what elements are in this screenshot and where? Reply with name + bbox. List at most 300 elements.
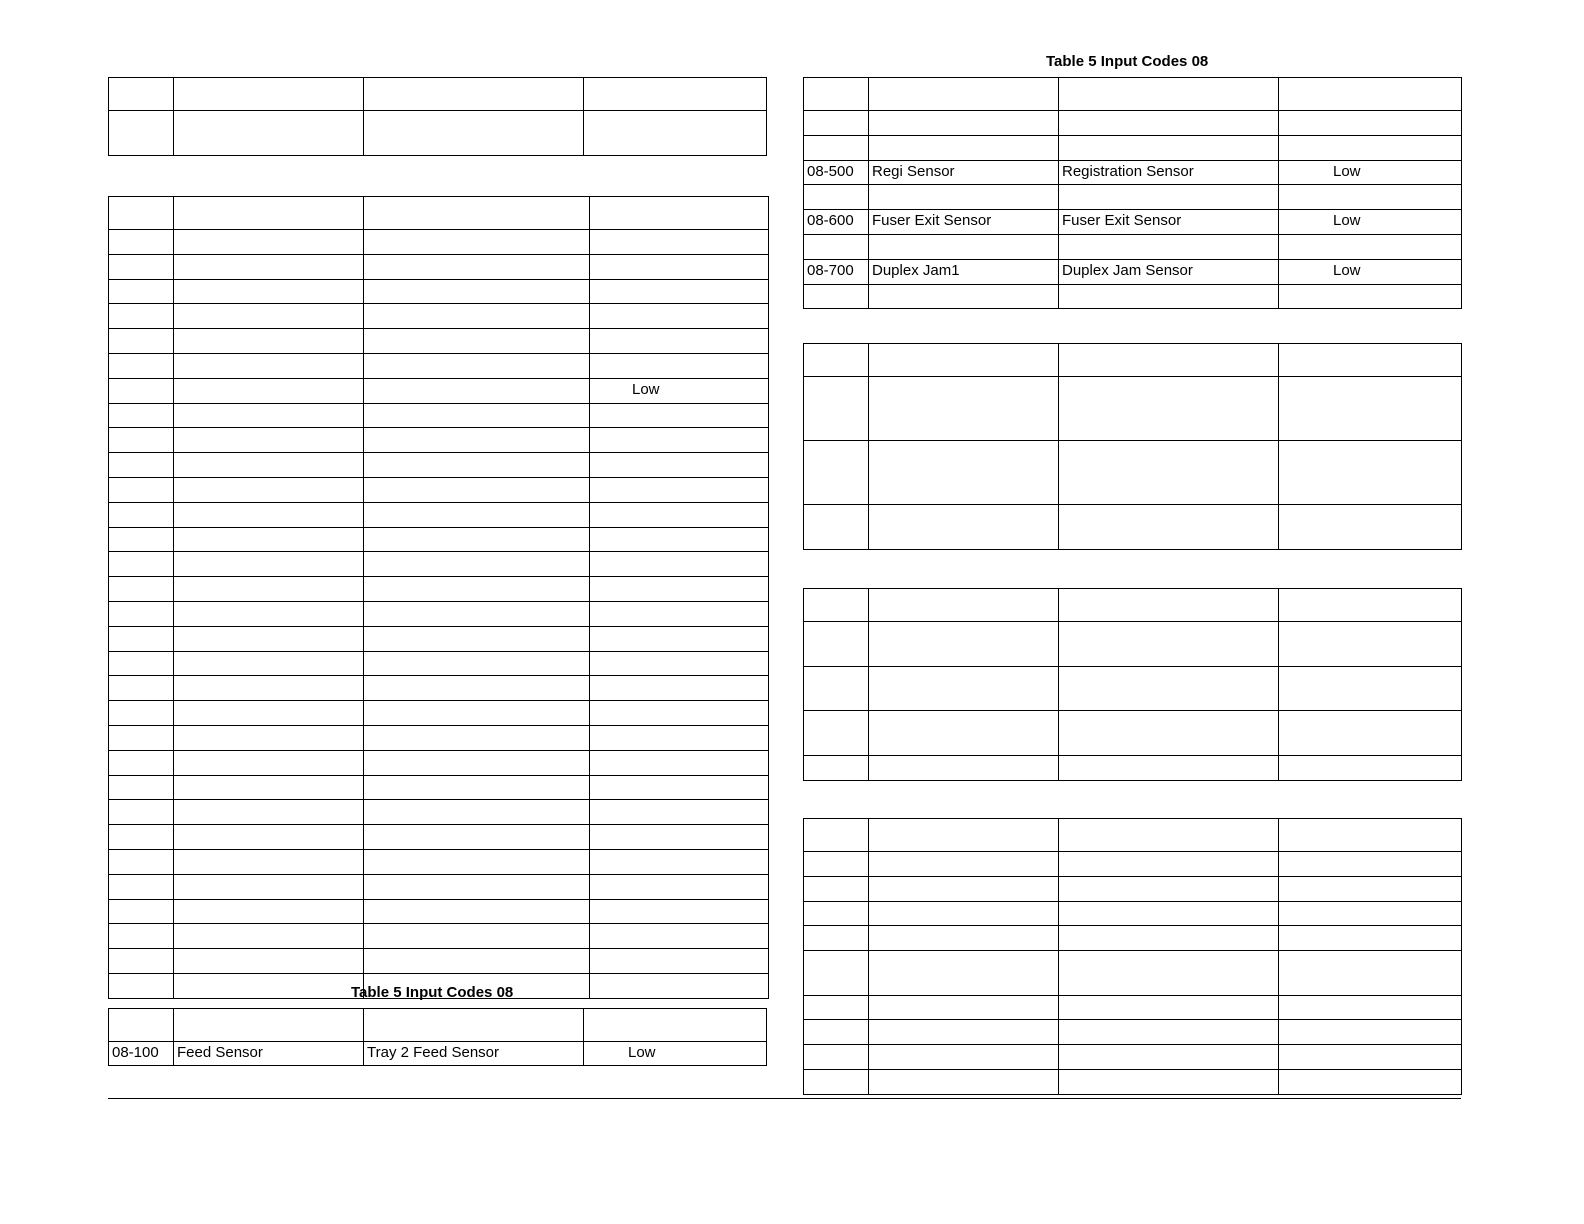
table-cell	[1059, 234, 1279, 259]
table-cell	[364, 651, 590, 676]
table-row	[804, 995, 1462, 1020]
table-cell	[364, 353, 590, 378]
table-cell	[590, 849, 769, 874]
table-cell	[1279, 1045, 1462, 1070]
table-cell	[869, 234, 1059, 259]
table-row	[804, 711, 1462, 756]
table-cell	[584, 111, 767, 156]
table-cell	[584, 1009, 767, 1042]
table-row	[109, 577, 769, 602]
table-cell	[804, 819, 869, 852]
table-cell	[364, 601, 590, 626]
table-cell	[804, 344, 869, 377]
table-cell	[174, 775, 364, 800]
table-row	[804, 1045, 1462, 1070]
table-cell	[109, 304, 174, 329]
table-cell	[109, 1009, 174, 1042]
table-cell	[804, 377, 869, 441]
table-cell	[804, 135, 869, 160]
table-cell	[174, 874, 364, 899]
table-row	[804, 852, 1462, 877]
table-cell	[1059, 344, 1279, 377]
table-cell	[804, 284, 869, 309]
table-cell	[590, 949, 769, 974]
table-row	[109, 403, 769, 428]
table-cell	[109, 973, 174, 998]
table-cell	[174, 899, 364, 924]
table-cell	[804, 441, 869, 505]
table-cell	[174, 601, 364, 626]
table-cell	[174, 230, 364, 255]
table-cell	[869, 111, 1059, 136]
table-cell	[109, 279, 174, 304]
table-cell	[1279, 711, 1462, 756]
table-cell	[109, 849, 174, 874]
table-cell	[590, 750, 769, 775]
table-row	[109, 78, 767, 111]
table-cell	[174, 403, 364, 428]
table-cell	[1059, 819, 1279, 852]
table-cell	[364, 428, 590, 453]
table-cell	[174, 378, 364, 403]
table-cell	[364, 329, 590, 354]
table-cell	[364, 849, 590, 874]
table-cell	[869, 135, 1059, 160]
table-cell	[364, 477, 590, 502]
table-cell	[109, 750, 174, 775]
table-row	[804, 259, 1462, 284]
table-cell	[364, 775, 590, 800]
table-right-top	[803, 77, 1462, 309]
table-cell	[590, 800, 769, 825]
table-row	[804, 589, 1462, 622]
table-cell	[804, 622, 869, 667]
table-cell	[109, 502, 174, 527]
table-row	[804, 78, 1462, 111]
table-cell	[869, 284, 1059, 309]
table-cell	[109, 601, 174, 626]
table-cell	[1279, 926, 1462, 951]
table-row	[804, 135, 1462, 160]
table-cell	[174, 477, 364, 502]
table-cell	[174, 924, 364, 949]
table-cell	[364, 949, 590, 974]
table-row	[109, 825, 769, 850]
table-row	[109, 1042, 767, 1066]
table-cell	[590, 230, 769, 255]
table-cell	[174, 329, 364, 354]
table-cell	[869, 995, 1059, 1020]
table-cell: Low	[1279, 259, 1462, 284]
table-cell	[109, 378, 174, 403]
table-cell	[1279, 111, 1462, 136]
table-cell	[364, 78, 584, 111]
table-row	[109, 502, 769, 527]
table-cell	[109, 874, 174, 899]
table-cell: 08-500	[804, 160, 869, 185]
table-cell: Feed Sensor	[174, 1042, 364, 1066]
table-cell: 08-700	[804, 259, 869, 284]
table-cell	[590, 254, 769, 279]
table-cell	[174, 527, 364, 552]
table-cell	[174, 428, 364, 453]
table-cell	[364, 527, 590, 552]
table-cell	[804, 185, 869, 210]
table-cell	[590, 552, 769, 577]
table-cell	[364, 403, 590, 428]
table-cell	[590, 353, 769, 378]
table-cell	[364, 676, 590, 701]
table-cell	[1279, 284, 1462, 309]
table-row	[109, 304, 769, 329]
table-cell	[364, 899, 590, 924]
table-row	[109, 601, 769, 626]
table-cell: Low	[1279, 160, 1462, 185]
table-row	[804, 160, 1462, 185]
table-cell	[174, 651, 364, 676]
table-cell	[869, 1020, 1059, 1045]
table-cell	[590, 775, 769, 800]
table-cell: Tray 2 Feed Sensor	[364, 1042, 584, 1066]
table-cell	[804, 589, 869, 622]
table-cell	[804, 1070, 869, 1095]
table-cell	[1059, 185, 1279, 210]
table-row	[804, 622, 1462, 667]
table-row	[804, 666, 1462, 711]
table-cell	[364, 230, 590, 255]
table-cell	[1059, 876, 1279, 901]
table-right-b	[803, 343, 1462, 550]
table-cell	[590, 973, 769, 998]
table-cell	[174, 552, 364, 577]
table-cell	[590, 577, 769, 602]
table-cell	[364, 924, 590, 949]
table-cell	[1279, 951, 1462, 996]
table-right-c	[803, 588, 1462, 781]
table-cell	[590, 279, 769, 304]
table-row	[804, 819, 1462, 852]
table-left-bottom	[108, 1008, 767, 1066]
table-cell: Regi Sensor	[869, 160, 1059, 185]
table-cell	[869, 926, 1059, 951]
table-cell	[869, 589, 1059, 622]
table-cell	[174, 949, 364, 974]
table-cell: Low	[590, 378, 769, 403]
table-row	[804, 951, 1462, 996]
table-row	[109, 701, 769, 726]
table-cell	[174, 1009, 364, 1042]
table-cell	[590, 825, 769, 850]
table-row	[804, 876, 1462, 901]
table-cell	[869, 852, 1059, 877]
table-cell	[364, 304, 590, 329]
table-cell	[364, 197, 590, 230]
table-cell	[1279, 135, 1462, 160]
table-cell	[364, 626, 590, 651]
table-cell	[1059, 377, 1279, 441]
table-cell	[1059, 711, 1279, 756]
table-cell	[804, 951, 869, 996]
table-cell	[869, 78, 1059, 111]
table-cell	[109, 197, 174, 230]
table-cell	[584, 78, 767, 111]
table-cell: Registration Sensor	[1059, 160, 1279, 185]
table-row	[109, 279, 769, 304]
table-row	[109, 626, 769, 651]
table-cell	[590, 428, 769, 453]
table-row	[804, 755, 1462, 780]
table-cell	[590, 701, 769, 726]
table-cell	[1059, 441, 1279, 505]
table-cell	[364, 825, 590, 850]
table-row	[109, 329, 769, 354]
table-row	[109, 874, 769, 899]
table-row	[109, 378, 769, 403]
table-cell	[1059, 284, 1279, 309]
table-cell	[1279, 901, 1462, 926]
table-row	[804, 1070, 1462, 1095]
table-row	[804, 111, 1462, 136]
table-cell	[174, 725, 364, 750]
table-row	[109, 1009, 767, 1042]
table-cell	[364, 874, 590, 899]
table-cell	[1059, 1045, 1279, 1070]
table-cell	[869, 901, 1059, 926]
table-cell	[174, 78, 364, 111]
table-cell	[1059, 852, 1279, 877]
table-cell	[869, 666, 1059, 711]
table-cell	[1279, 589, 1462, 622]
table-cell	[109, 403, 174, 428]
table-cell	[364, 701, 590, 726]
table-cell	[590, 651, 769, 676]
table-cell	[1059, 589, 1279, 622]
table-cell: Duplex Jam Sensor	[1059, 259, 1279, 284]
table-cell	[109, 453, 174, 478]
table-cell	[1279, 666, 1462, 711]
table-row	[109, 230, 769, 255]
table-cell	[804, 901, 869, 926]
table-cell	[1279, 234, 1462, 259]
table-cell	[590, 601, 769, 626]
table-cell	[174, 800, 364, 825]
table-cell	[109, 825, 174, 850]
table-cell	[1279, 1070, 1462, 1095]
table-right-d	[803, 818, 1462, 1095]
table-cell	[109, 353, 174, 378]
table-cell	[869, 622, 1059, 667]
table-cell	[1279, 1020, 1462, 1045]
table-cell	[174, 626, 364, 651]
table-cell	[1059, 901, 1279, 926]
table-cell: 08-100	[109, 1042, 174, 1066]
table-cell	[804, 852, 869, 877]
table-cell	[590, 676, 769, 701]
table-row	[109, 353, 769, 378]
table-row	[109, 197, 769, 230]
table-cell	[590, 453, 769, 478]
table-cell	[1279, 505, 1462, 550]
table-cell	[174, 111, 364, 156]
table-cell	[804, 995, 869, 1020]
table-cell	[1279, 995, 1462, 1020]
table-cell	[109, 800, 174, 825]
table-cell	[109, 329, 174, 354]
table-cell	[1279, 622, 1462, 667]
table-cell	[869, 1045, 1059, 1070]
table-cell	[364, 279, 590, 304]
table-cell	[109, 949, 174, 974]
table-cell	[869, 711, 1059, 756]
table-cell	[804, 234, 869, 259]
table-row	[109, 725, 769, 750]
table-cell	[869, 1070, 1059, 1095]
table-cell	[174, 577, 364, 602]
table-cell	[1059, 505, 1279, 550]
table-cell	[804, 505, 869, 550]
table-cell	[174, 254, 364, 279]
table-cell	[1279, 344, 1462, 377]
table-cell	[109, 626, 174, 651]
table-cell	[109, 230, 174, 255]
table-cell	[364, 453, 590, 478]
table-row	[109, 849, 769, 874]
table-cell	[109, 428, 174, 453]
table-cell	[364, 800, 590, 825]
table-cell	[109, 552, 174, 577]
table-cell	[1059, 995, 1279, 1020]
table-cell: Low	[584, 1042, 767, 1066]
table-cell	[869, 951, 1059, 996]
table-cell: Fuser Exit Sensor	[869, 210, 1059, 235]
table-cell	[1059, 666, 1279, 711]
table-cell	[590, 403, 769, 428]
table-cell	[590, 725, 769, 750]
table-cell	[364, 750, 590, 775]
table-row	[109, 428, 769, 453]
table-cell	[1059, 926, 1279, 951]
table-row	[804, 377, 1462, 441]
table-cell: Duplex Jam1	[869, 259, 1059, 284]
table-cell	[174, 502, 364, 527]
table-cell	[364, 577, 590, 602]
table-row	[804, 926, 1462, 951]
table-cell	[174, 279, 364, 304]
table-cell	[364, 552, 590, 577]
table-cell	[174, 453, 364, 478]
table-cell	[109, 701, 174, 726]
table-row	[109, 552, 769, 577]
table-cell	[590, 329, 769, 354]
table-cell	[1279, 819, 1462, 852]
table-cell	[804, 111, 869, 136]
table-cell	[174, 353, 364, 378]
footer-rule	[108, 1098, 1461, 1099]
table-cell	[1059, 1020, 1279, 1045]
table-cell	[869, 377, 1059, 441]
table-cell	[109, 111, 174, 156]
table-cell	[1059, 622, 1279, 667]
table-cell	[174, 973, 364, 998]
table-cell	[174, 304, 364, 329]
table-cell	[869, 344, 1059, 377]
table-cell	[869, 876, 1059, 901]
table-row	[109, 949, 769, 974]
table-cell	[1059, 111, 1279, 136]
table-cell	[804, 666, 869, 711]
table-row	[804, 441, 1462, 505]
table-cell	[804, 711, 869, 756]
table-row	[109, 775, 769, 800]
table-row	[804, 284, 1462, 309]
table-cell	[1279, 441, 1462, 505]
table-row	[109, 477, 769, 502]
table-cell	[174, 849, 364, 874]
table-left-top	[108, 77, 767, 156]
table-cell	[804, 926, 869, 951]
table-cell	[364, 111, 584, 156]
table-row	[109, 111, 767, 156]
table-cell	[1279, 852, 1462, 877]
table-cell	[590, 197, 769, 230]
table-row	[109, 254, 769, 279]
table-cell	[590, 502, 769, 527]
table-cell	[109, 477, 174, 502]
table-cell	[109, 78, 174, 111]
table-row	[109, 527, 769, 552]
table-row	[109, 750, 769, 775]
table-cell	[174, 676, 364, 701]
table-cell	[364, 378, 590, 403]
table-cell	[364, 725, 590, 750]
table-cell	[590, 527, 769, 552]
table-left-long	[108, 196, 769, 999]
table-cell	[1059, 135, 1279, 160]
table-cell: Low	[1279, 210, 1462, 235]
table-cell	[1059, 755, 1279, 780]
table-cell	[869, 441, 1059, 505]
table-cell	[869, 755, 1059, 780]
table-row	[804, 210, 1462, 235]
table-row	[804, 1020, 1462, 1045]
table-row	[109, 800, 769, 825]
table-cell	[364, 254, 590, 279]
table-cell	[109, 899, 174, 924]
table-cell	[804, 1020, 869, 1045]
table-cell	[590, 874, 769, 899]
table-cell	[1059, 1070, 1279, 1095]
table-cell	[590, 304, 769, 329]
table-cell	[174, 825, 364, 850]
table-cell	[1279, 185, 1462, 210]
table-cell	[804, 1045, 869, 1070]
table-cell	[1059, 951, 1279, 996]
table-cell	[109, 254, 174, 279]
table-cell	[590, 924, 769, 949]
table-cell	[804, 755, 869, 780]
table-cell	[590, 626, 769, 651]
table-cell	[109, 775, 174, 800]
table-cell	[109, 725, 174, 750]
table-caption-left: Table 5 Input Codes 08	[351, 984, 514, 1001]
table-cell	[804, 876, 869, 901]
table-cell	[1279, 78, 1462, 111]
table-cell	[174, 701, 364, 726]
table-cell	[109, 651, 174, 676]
table-cell	[590, 477, 769, 502]
table-cell	[590, 899, 769, 924]
table-cell: 08-600	[804, 210, 869, 235]
